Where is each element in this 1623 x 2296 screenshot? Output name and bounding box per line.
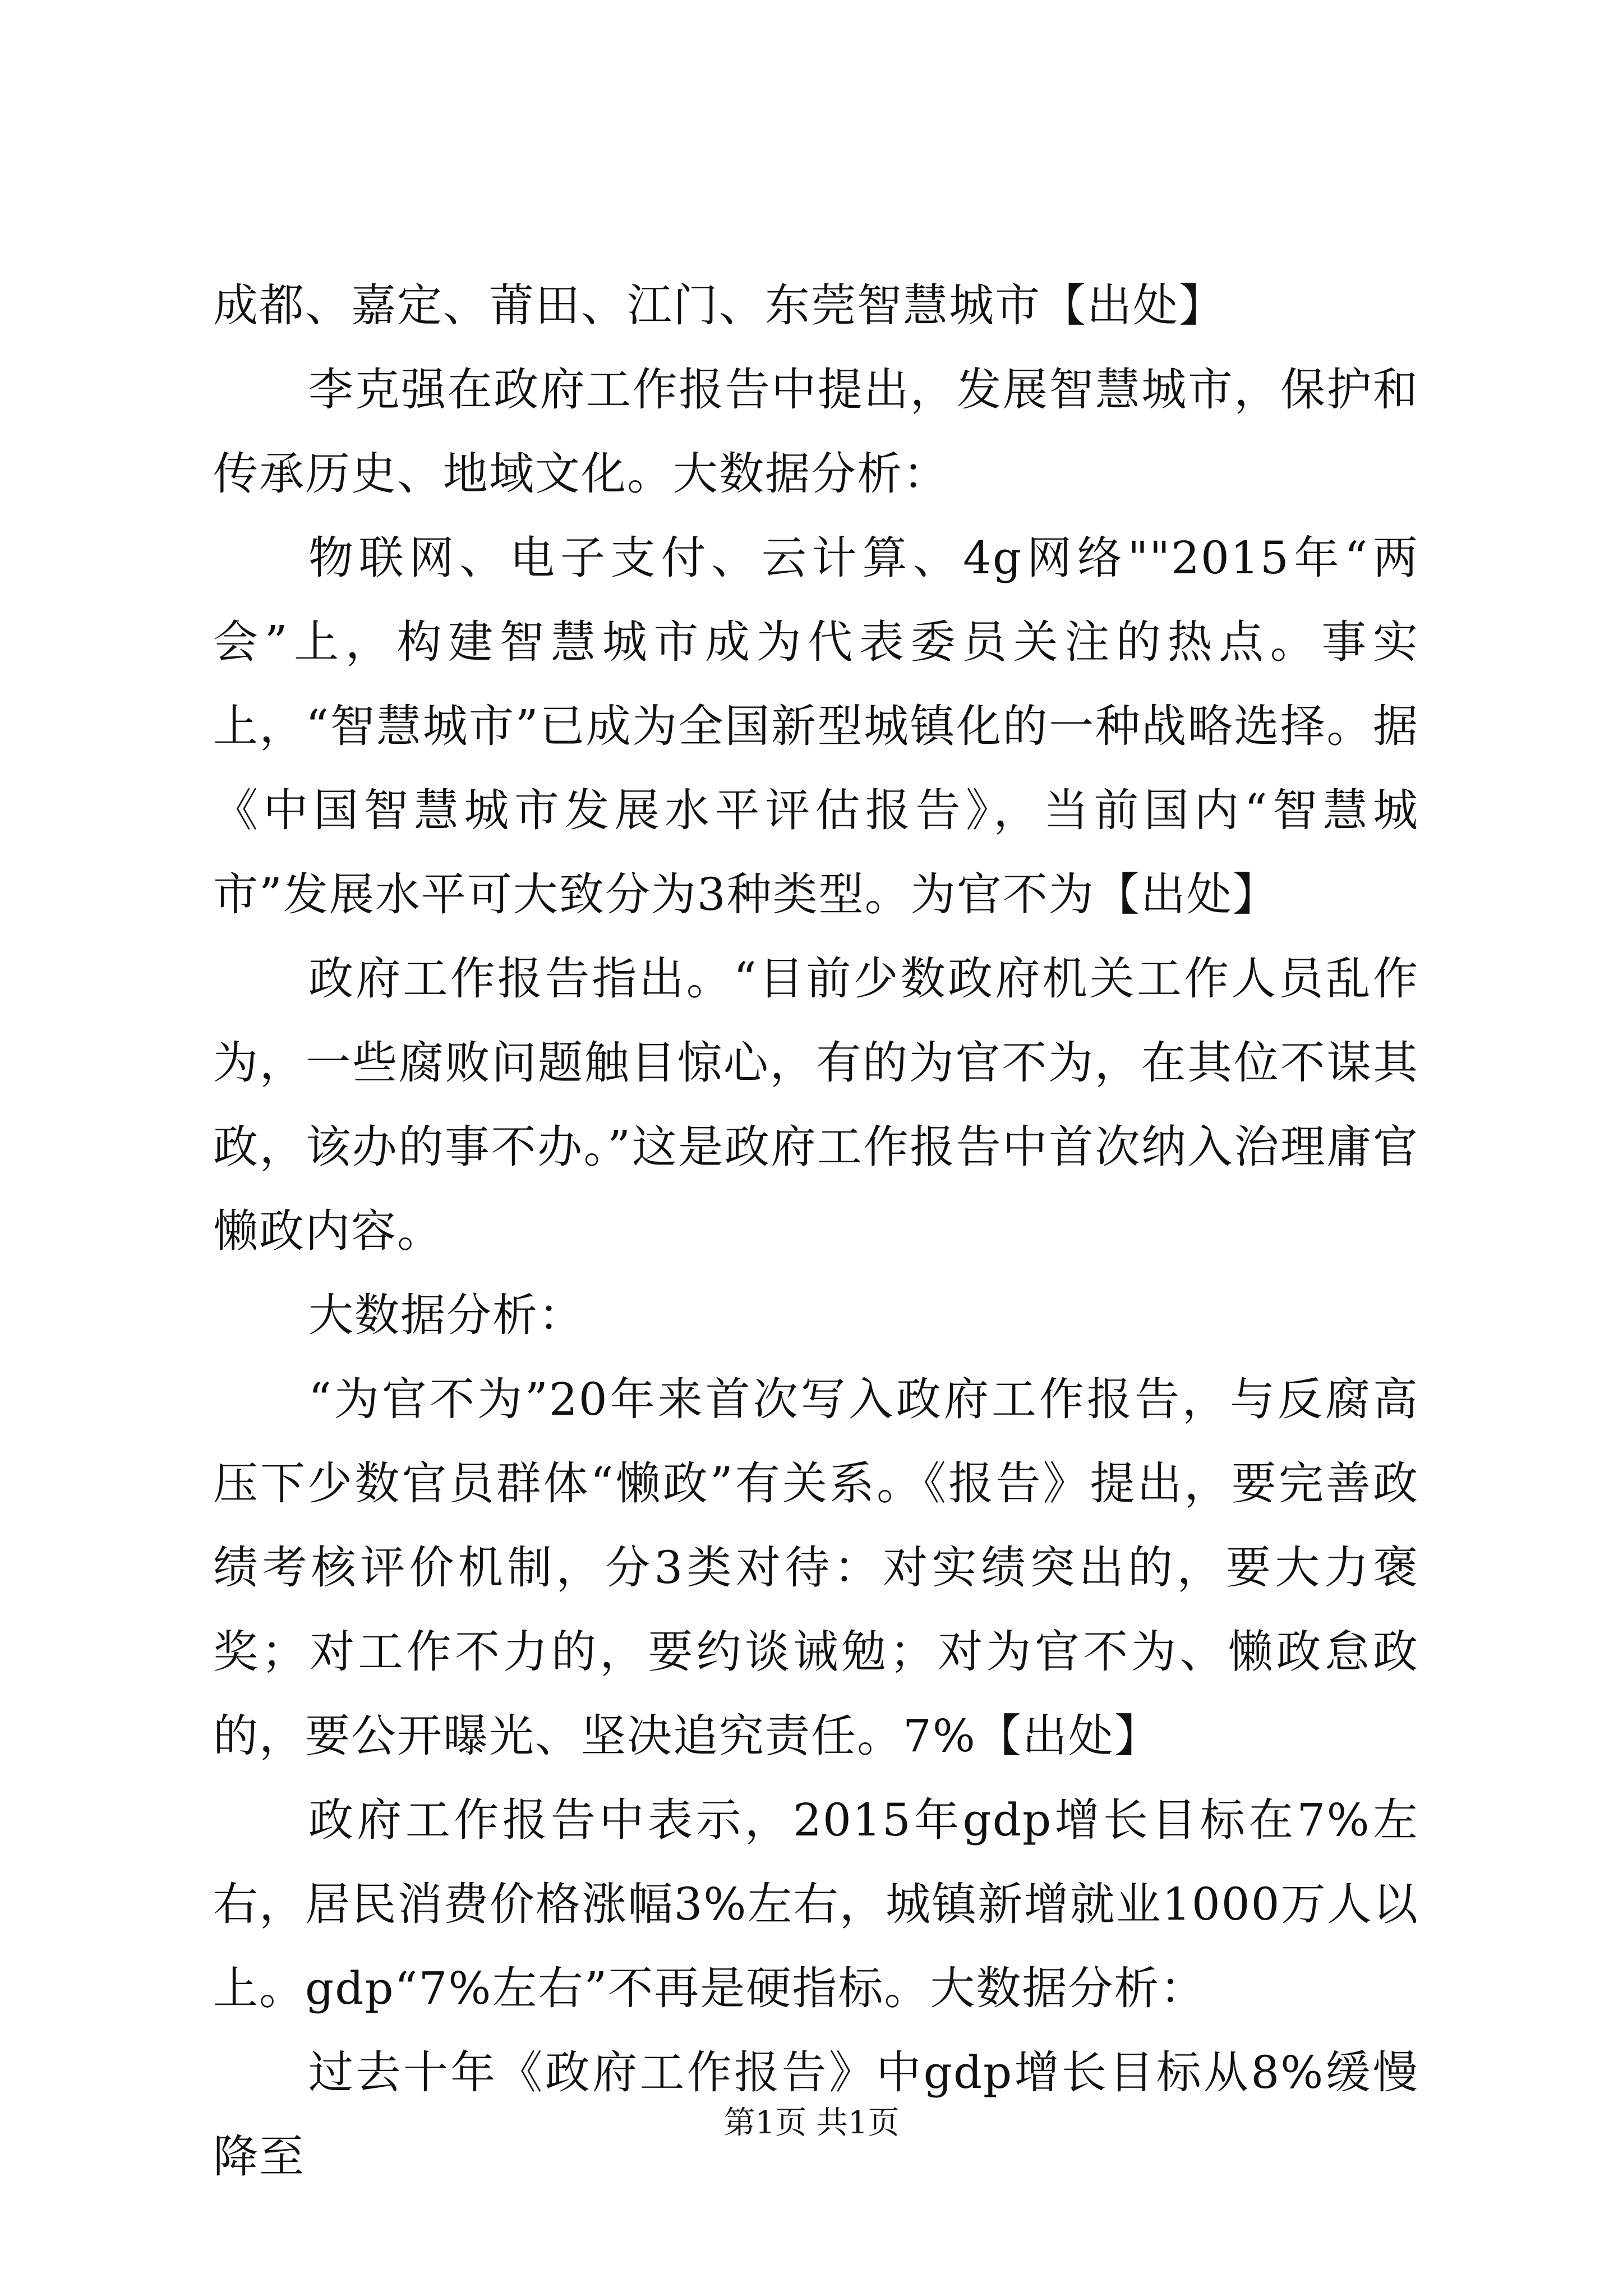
paragraph: 政府工作报告中表示，2015年gdp增长目标在7%左右，居民消费价格涨幅3%左右，城镇新增就业1000万人以上。gdp“7%左右”不再是硬指标。大数据分析： <box>213 1794 1419 2014</box>
paragraph: 李克强在政府工作报告中提出，发展智慧城市，保护和传承历史、地域文化。大数据分析： <box>213 364 1419 500</box>
page-number-footer: 第1页 共1页 <box>723 2105 900 2141</box>
paragraph: 成都、嘉定、莆田、江门、东莞智慧城市【出处】 <box>213 279 1225 332</box>
paragraph: 大数据分析： <box>308 1289 584 1341</box>
document-body <box>213 264 1419 2199</box>
paragraph: 政府工作报告指出。“目前少数政府机关工作人员乱作为，一些腐败问题触目惊心，有的为官不为，在其位不谋其政，该办的事不办。”这是政府工作报告中首次纳入治理庸官懒政内容。 <box>213 953 1419 1257</box>
paragraph: “为官不为”20年来首次写入政府工作报告，与反腐高压下少数官员群体“懒政”有关系。《报告》提出，要完善政绩考核评价机制，分3类对待：对实绩突出的，要大力褒奖；对工作不力的，要约谈诫勉；对为官不为、懒政怠政的，要公开曝光、坚决追究责任。7%【出处】 <box>213 1373 1419 1762</box>
paragraph: 物联网、电子支付、云计算、4g网络""2015年“两会”上，构建智慧城市成为代表委员关注的热点。事实上，“智慧城市”已成为全国新型城镇化的一种战略选择。据《中国智慧城市发展水平评估报告》，当前国内“智慧城市”发展水平可大致分为3种类型。为官不为【出处】 <box>213 532 1419 921</box>
paragraph: 过去十年《政府工作报告》中gdp增长目标从8%缓慢降至 <box>213 2046 1419 2183</box>
